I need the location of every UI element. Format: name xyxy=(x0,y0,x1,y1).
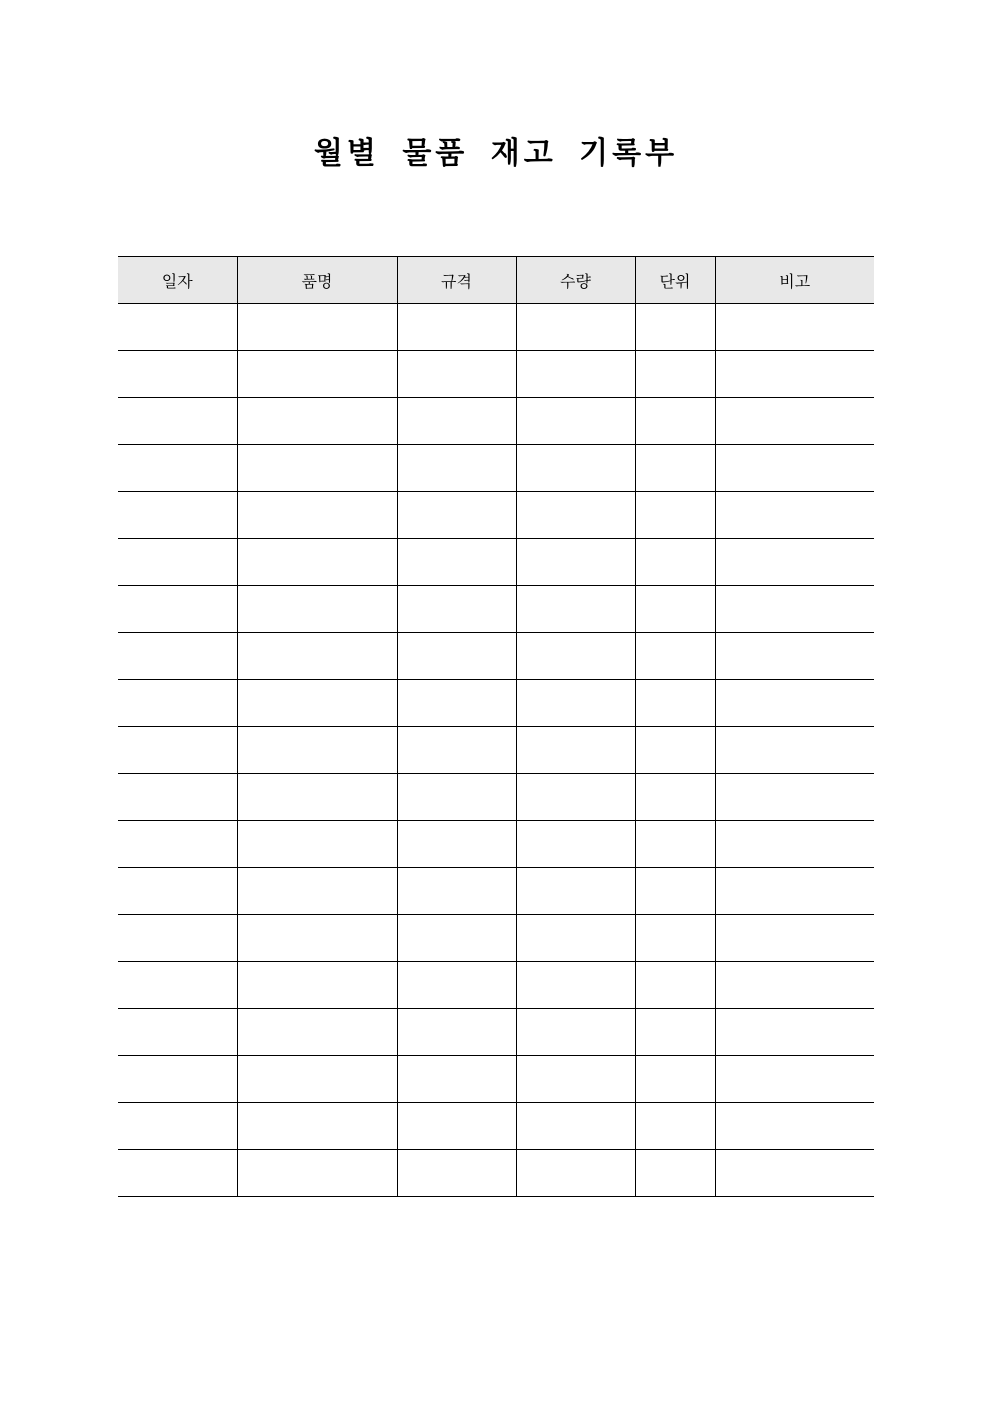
header-specification: 규격 xyxy=(397,257,516,304)
inventory-table xyxy=(118,256,874,1197)
cell-date[interactable] xyxy=(118,445,237,492)
cell-remarks[interactable] xyxy=(715,1103,874,1150)
table-row xyxy=(118,633,874,680)
cell-item-name[interactable] xyxy=(237,633,397,680)
cell-specification[interactable] xyxy=(397,1056,516,1103)
cell-item-name[interactable] xyxy=(237,821,397,868)
cell-quantity[interactable] xyxy=(516,539,635,586)
cell-item-name[interactable] xyxy=(237,351,397,398)
cell-unit[interactable] xyxy=(635,351,715,398)
cell-specification[interactable] xyxy=(397,1103,516,1150)
header-quantity: 수량 xyxy=(516,257,635,304)
table-row xyxy=(118,680,874,727)
cell-remarks[interactable] xyxy=(715,1150,874,1197)
cell-date[interactable] xyxy=(118,1009,237,1056)
cell-date[interactable] xyxy=(118,492,237,539)
cell-specification[interactable] xyxy=(397,304,516,351)
table-row xyxy=(118,727,874,774)
cell-remarks[interactable] xyxy=(715,1009,874,1056)
cell-unit[interactable] xyxy=(635,586,715,633)
table-row xyxy=(118,1150,874,1197)
cell-date[interactable] xyxy=(118,680,237,727)
cell-quantity[interactable] xyxy=(516,727,635,774)
cell-specification[interactable] xyxy=(397,351,516,398)
cell-quantity[interactable] xyxy=(516,633,635,680)
cell-item-name[interactable] xyxy=(237,1150,397,1197)
cell-specification[interactable] xyxy=(397,915,516,962)
table-row xyxy=(118,774,874,821)
cell-unit[interactable] xyxy=(635,539,715,586)
cell-quantity[interactable] xyxy=(516,351,635,398)
cell-item-name[interactable] xyxy=(237,492,397,539)
cell-specification[interactable] xyxy=(397,539,516,586)
cell-quantity[interactable] xyxy=(516,915,635,962)
table-row xyxy=(118,445,874,492)
cell-item-name[interactable] xyxy=(237,445,397,492)
header-unit: 단위 xyxy=(635,257,715,304)
cell-unit[interactable] xyxy=(635,445,715,492)
cell-date[interactable] xyxy=(118,398,237,445)
cell-item-name[interactable] xyxy=(237,680,397,727)
cell-unit[interactable] xyxy=(635,1056,715,1103)
table-row xyxy=(118,915,874,962)
cell-specification[interactable] xyxy=(397,1009,516,1056)
cell-unit[interactable] xyxy=(635,304,715,351)
cell-quantity[interactable] xyxy=(516,1103,635,1150)
cell-item-name[interactable] xyxy=(237,539,397,586)
cell-remarks[interactable] xyxy=(715,351,874,398)
cell-date[interactable] xyxy=(118,1103,237,1150)
cell-remarks[interactable] xyxy=(715,1056,874,1103)
cell-item-name[interactable] xyxy=(237,727,397,774)
cell-unit[interactable] xyxy=(635,633,715,680)
header-remarks: 비고 xyxy=(715,257,874,304)
cell-unit[interactable] xyxy=(635,962,715,1009)
table-row xyxy=(118,821,874,868)
header-date: 일자 xyxy=(118,257,237,304)
cell-date[interactable] xyxy=(118,351,237,398)
cell-specification[interactable] xyxy=(397,821,516,868)
cell-date[interactable] xyxy=(118,1056,237,1103)
cell-item-name[interactable] xyxy=(237,868,397,915)
cell-quantity[interactable] xyxy=(516,398,635,445)
cell-unit[interactable] xyxy=(635,915,715,962)
cell-quantity[interactable] xyxy=(516,868,635,915)
cell-unit[interactable] xyxy=(635,680,715,727)
table-row xyxy=(118,586,874,633)
table-row xyxy=(118,868,874,915)
cell-unit[interactable] xyxy=(635,1150,715,1197)
cell-quantity[interactable] xyxy=(516,821,635,868)
cell-remarks[interactable] xyxy=(715,492,874,539)
cell-quantity[interactable] xyxy=(516,304,635,351)
table-row xyxy=(118,1103,874,1150)
cell-quantity[interactable] xyxy=(516,962,635,1009)
cell-quantity[interactable] xyxy=(516,680,635,727)
cell-remarks[interactable] xyxy=(715,680,874,727)
header-item-name: 품명 xyxy=(237,257,397,304)
table-row xyxy=(118,398,874,445)
cell-item-name[interactable] xyxy=(237,774,397,821)
cell-item-name[interactable] xyxy=(237,586,397,633)
cell-date[interactable] xyxy=(118,1150,237,1197)
cell-unit[interactable] xyxy=(635,1009,715,1056)
cell-unit[interactable] xyxy=(635,727,715,774)
cell-specification[interactable] xyxy=(397,398,516,445)
cell-date[interactable] xyxy=(118,962,237,1009)
cell-remarks[interactable] xyxy=(715,633,874,680)
cell-specification[interactable] xyxy=(397,586,516,633)
cell-date[interactable] xyxy=(118,304,237,351)
cell-quantity[interactable] xyxy=(516,1009,635,1056)
cell-item-name[interactable] xyxy=(237,915,397,962)
cell-item-name[interactable] xyxy=(237,1103,397,1150)
cell-remarks[interactable] xyxy=(715,445,874,492)
cell-remarks[interactable] xyxy=(715,915,874,962)
cell-specification[interactable] xyxy=(397,1150,516,1197)
table-row xyxy=(118,304,874,351)
cell-date[interactable] xyxy=(118,821,237,868)
cell-item-name[interactable] xyxy=(237,304,397,351)
cell-remarks[interactable] xyxy=(715,398,874,445)
page-title: 월별 물품 재고 기록부 xyxy=(313,136,679,171)
cell-remarks[interactable] xyxy=(715,774,874,821)
table-row xyxy=(118,351,874,398)
cell-specification[interactable] xyxy=(397,445,516,492)
cell-date[interactable] xyxy=(118,774,237,821)
cell-quantity[interactable] xyxy=(516,445,635,492)
cell-quantity[interactable] xyxy=(516,1056,635,1103)
table-body xyxy=(118,304,874,1197)
cell-quantity[interactable] xyxy=(516,1150,635,1197)
table-row xyxy=(118,1056,874,1103)
table-header-row xyxy=(118,257,874,304)
cell-remarks[interactable] xyxy=(715,821,874,868)
cell-remarks[interactable] xyxy=(715,304,874,351)
cell-unit[interactable] xyxy=(635,1103,715,1150)
cell-specification[interactable] xyxy=(397,633,516,680)
cell-item-name[interactable] xyxy=(237,1009,397,1056)
cell-specification[interactable] xyxy=(397,492,516,539)
cell-date[interactable] xyxy=(118,868,237,915)
cell-unit[interactable] xyxy=(635,774,715,821)
cell-date[interactable] xyxy=(118,915,237,962)
cell-item-name[interactable] xyxy=(237,398,397,445)
table-row xyxy=(118,539,874,586)
cell-quantity[interactable] xyxy=(516,586,635,633)
cell-unit[interactable] xyxy=(635,868,715,915)
table-row xyxy=(118,492,874,539)
cell-unit[interactable] xyxy=(635,492,715,539)
table-row xyxy=(118,1009,874,1056)
cell-unit[interactable] xyxy=(635,821,715,868)
cell-remarks[interactable] xyxy=(715,727,874,774)
cell-remarks[interactable] xyxy=(715,868,874,915)
cell-date[interactable] xyxy=(118,539,237,586)
cell-remarks[interactable] xyxy=(715,586,874,633)
cell-quantity[interactable] xyxy=(516,774,635,821)
cell-date[interactable] xyxy=(118,586,237,633)
cell-specification[interactable] xyxy=(397,962,516,1009)
cell-item-name[interactable] xyxy=(237,962,397,1009)
cell-specification[interactable] xyxy=(397,727,516,774)
cell-unit[interactable] xyxy=(635,398,715,445)
cell-specification[interactable] xyxy=(397,868,516,915)
cell-remarks[interactable] xyxy=(715,539,874,586)
cell-date[interactable] xyxy=(118,727,237,774)
cell-remarks[interactable] xyxy=(715,962,874,1009)
cell-date[interactable] xyxy=(118,633,237,680)
cell-quantity[interactable] xyxy=(516,492,635,539)
cell-specification[interactable] xyxy=(397,774,516,821)
cell-specification[interactable] xyxy=(397,680,516,727)
table-row xyxy=(118,962,874,1009)
cell-item-name[interactable] xyxy=(237,1056,397,1103)
